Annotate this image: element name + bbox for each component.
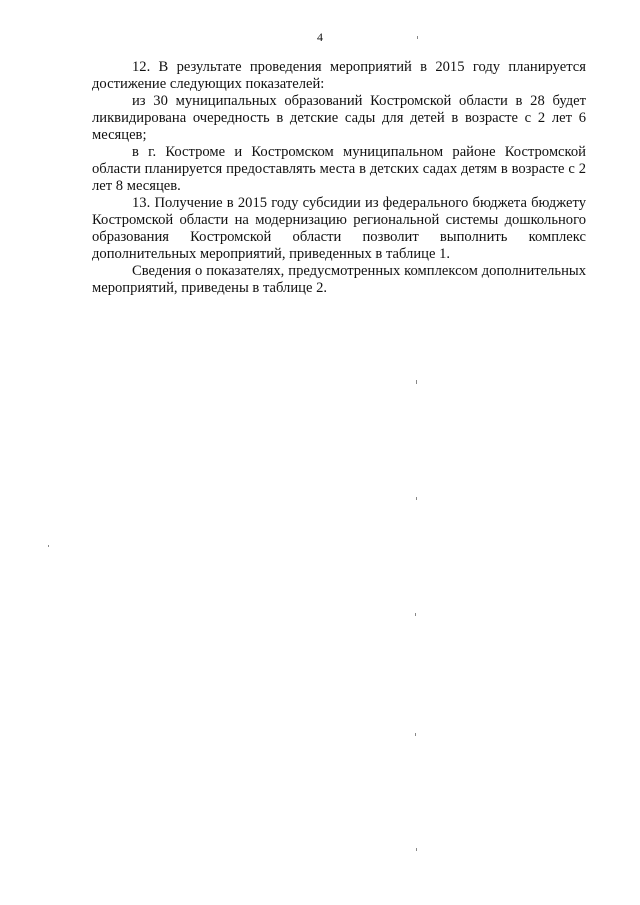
paragraph-13-subsidy: 13. Получение в 2015 году субсидии из федерального бюджета бюджету Костромской области на модернизацию региональной системы дошкольного образования Костромской области позволит выполнить комплекс дополнительных мероприятий, приведенных в таблице 1. <box>92 195 586 262</box>
document-body <box>92 59 586 297</box>
paragraph-municipalities-queue: из 30 муниципальных образований Костромской области в 28 будет ликвидирована очередность в детские сады для детей в возрасте с 2 лет 6 месяцев; <box>92 93 586 143</box>
scan-speck <box>416 848 417 851</box>
scan-speck <box>416 497 417 500</box>
scan-speck <box>417 36 418 39</box>
paragraph-indicators-table: Сведения о показателях, предусмотренных комплексом дополнительных мероприятий, приведены в таблице 2. <box>92 263 586 296</box>
scan-speck <box>415 733 416 736</box>
scan-speck <box>48 545 49 547</box>
paragraph-kostroma-places: в г. Костроме и Костромском муниципальном районе Костромской области планируется предоставлять места в детских садах детям в возрасте с 2 лет 8 месяцев. <box>92 144 586 194</box>
paragraph-12-intro: 12. В результате проведения мероприятий в 2015 году планируется достижение следующих показателей: <box>92 59 586 92</box>
scan-speck <box>416 380 417 384</box>
scan-speck <box>415 613 416 616</box>
page-number: 4 <box>317 30 323 44</box>
